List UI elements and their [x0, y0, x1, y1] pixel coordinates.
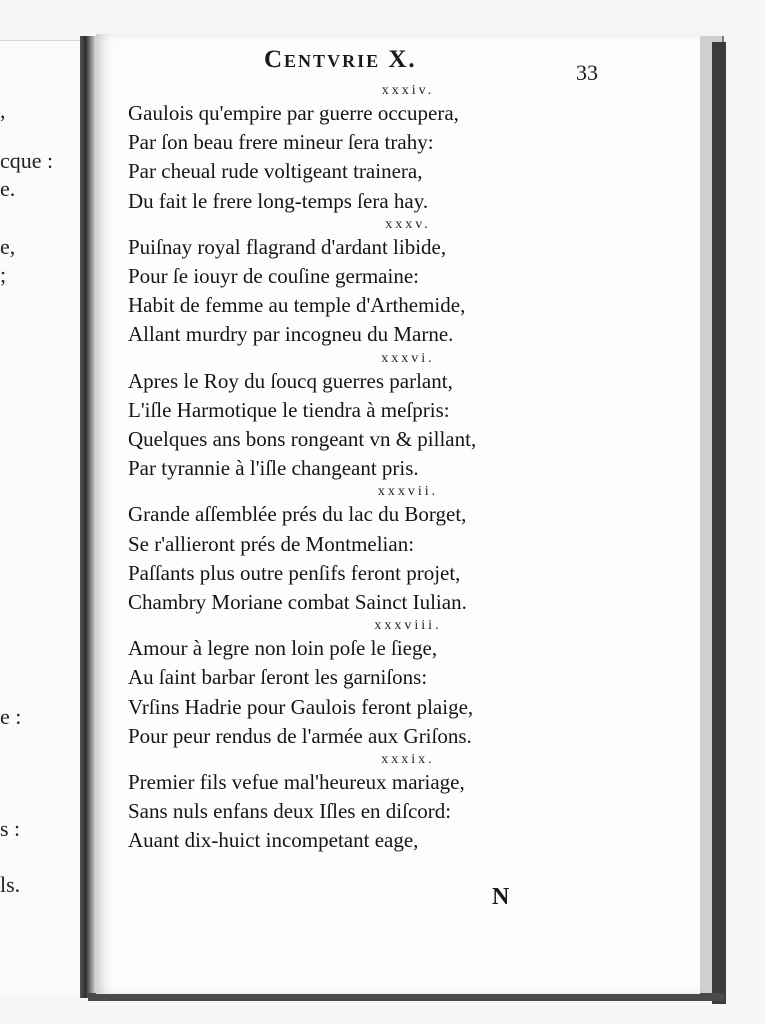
page-header: [96, 44, 700, 84]
verse-line: Allant murdry par incogneu du Marne.: [128, 322, 454, 347]
verse-line: Amour à legre non loin poſe le ſiege,: [128, 636, 438, 661]
page-number: 33: [576, 60, 598, 85]
quatrain: [128, 483, 678, 617]
book-cover-edge: [712, 42, 726, 1004]
verse-line: Auant dix-huict incompetant eage,: [128, 828, 419, 853]
quatrain: [128, 617, 678, 751]
verse-line: Par cheual rude voltigeant trainera,: [128, 159, 423, 184]
signature-mark: N: [492, 884, 510, 910]
verse-line: Paſſants plus outre penſifs feront projet,: [128, 560, 461, 585]
verse-line: Chambry Moriane combat Sainct Iulian.: [128, 590, 467, 615]
verse-line: Au ſaint barbar ſeront les garniſons:: [128, 665, 428, 690]
running-title: Centvrie X.: [264, 46, 417, 73]
left-page-fragment: ls.: [0, 872, 21, 897]
quatrain-number: xxxvii.: [377, 484, 439, 500]
quatrain-number: xxxv.: [385, 216, 431, 232]
verse-line: Premier fils vefue mal'heureux mariage,: [128, 770, 465, 795]
verse-line: Habit de femme au temple d'Arthemide,: [128, 293, 466, 318]
quatrain-number: xxxviii.: [374, 618, 442, 634]
verse-line: Apres le Roy du ſoucq guerres parlant,: [128, 368, 453, 393]
verse-line: Par ſon beau frere mineur ſera trahy:: [128, 130, 434, 155]
verse-line: Grande aſſemblée prés du lac du Borget,: [128, 502, 467, 527]
left-page-fragment: ,: [0, 98, 6, 123]
left-page-fragment: ;: [0, 262, 7, 287]
book-bottom-edge: [88, 993, 724, 1001]
verse-line: Se r'allieront prés de Montmelian:: [128, 531, 415, 556]
verse-line: Du fait le frere long-temps ſera hay.: [128, 188, 429, 213]
quatrain-number: xxxvi.: [381, 350, 435, 366]
left-page-fragment: cque :: [0, 148, 54, 173]
left-page-fragment: e,: [0, 234, 16, 259]
quatrain: [128, 350, 678, 484]
verse-line: Vrſins Hadrie pour Gaulois feront plaige,: [128, 694, 474, 719]
verse-line: Gaulois qu'empire par guerre occupera,: [128, 101, 459, 125]
quatrain: [128, 216, 678, 350]
verse-line: Quelques ans bons rongeant vn & pillant,: [128, 427, 477, 452]
left-page-fragment: e :: [0, 704, 22, 729]
previous-page-edge: [0, 40, 80, 996]
left-page-fragment: e.: [0, 176, 16, 201]
verse-line: Par tyrannie à l'iſle changeant pris.: [128, 456, 419, 481]
verse-line: Pour peur rendus de l'armée aux Griſons.: [128, 723, 472, 748]
quatrain-number: xxxix.: [381, 752, 435, 768]
verse-line: Puiſnay royal flagrand d'ardant libide,: [128, 234, 447, 259]
left-page-fragment: s :: [0, 816, 21, 841]
book-gutter: [80, 36, 96, 998]
verse-line: L'iſle Harmotique le tiendra à meſpris:: [128, 397, 450, 422]
verse-line: Pour ſe iouyr de couſine germaine:: [128, 264, 419, 289]
quatrain-list: [128, 82, 678, 856]
quatrain: [128, 82, 678, 216]
right-page: [96, 34, 700, 994]
verse-line: Sans nuls enfans deux Iſles en diſcord:: [128, 799, 452, 824]
quatrain: [128, 751, 678, 856]
quatrain-number: xxxiv.: [381, 83, 435, 98]
